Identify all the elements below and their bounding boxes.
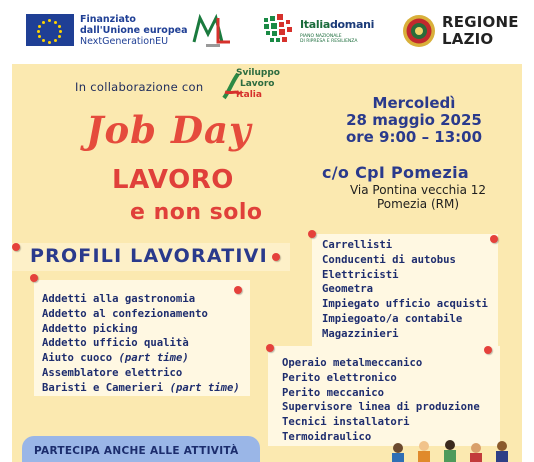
- collaboration-text: In collaborazione con: [75, 80, 204, 94]
- list-item: Addetti alla gastronomia: [42, 293, 196, 305]
- pin-icon: [308, 230, 316, 238]
- eu-line1: Finanziato: [80, 14, 136, 25]
- profili-title: PROFILI LAVORATIVI: [30, 245, 268, 267]
- list-item: Tecnici installatori: [282, 416, 410, 429]
- partner-line2: Lavoro: [240, 79, 275, 89]
- pin-icon: [266, 344, 274, 352]
- e-non-solo-title: e non solo: [130, 200, 263, 225]
- address-line1: Via Pontina vecchia 12: [349, 183, 487, 197]
- list-item: Perito elettronico: [282, 371, 397, 384]
- list-item: Supervisore linea di produzione: [282, 401, 480, 414]
- italia-word: Italia: [300, 18, 330, 31]
- list-item: Operaio metalmeccanico: [282, 357, 423, 369]
- event-date: 28 maggio 2025: [346, 111, 482, 129]
- partner-line3: Italia: [236, 90, 262, 100]
- list-item: Geometra: [322, 283, 374, 296]
- pin-icon: [490, 235, 498, 243]
- eu-funding-text: [80, 14, 187, 47]
- regione-lazio-wordmark: [442, 14, 519, 48]
- regione-line1: REGIONE: [442, 13, 519, 31]
- profiles-list-left: [42, 292, 240, 396]
- partner-line1: Sviluppo: [236, 68, 280, 78]
- italia-domani-wordmark: [300, 18, 374, 31]
- eu-line3: NextGenerationEU: [80, 36, 169, 47]
- event-date-block: [324, 95, 504, 146]
- list-item: Addetto picking: [42, 322, 138, 335]
- list-item: Assemblatore elettrico: [42, 366, 183, 379]
- list-item: Magazzinieri: [322, 327, 399, 340]
- pin-icon: [30, 274, 38, 282]
- pin-icon: [272, 253, 280, 261]
- italia-domani-sub-line2: DI RIPRESA E RESILIENZA: [300, 39, 358, 44]
- ministero-lavoro-logo-icon: [188, 12, 236, 50]
- italia-domani-subtitle: [300, 34, 357, 44]
- address-line2: Pomezia (RM): [376, 197, 460, 211]
- list-item: Conducenti di autobus: [322, 253, 456, 266]
- location-title: c/o CpI Pomezia: [322, 163, 469, 182]
- list-item: Carrellisti: [322, 239, 393, 251]
- list-item: Addetto al confezionamento: [42, 307, 208, 320]
- partecipa-text: PARTECIPA ANCHE ALLE ATTIVITÀ: [34, 445, 239, 457]
- list-item: Aiuto cuoco (part time): [42, 352, 189, 365]
- event-time: ore 9:00 – 13:00: [345, 128, 483, 146]
- lavoro-title: LAVORO: [112, 165, 234, 195]
- sviluppo-lavoro-italia-logo: [222, 68, 292, 104]
- italia-domani-logo: [262, 12, 384, 48]
- list-item: Impiegato ufficio acquisti: [322, 298, 488, 311]
- profiles-list-right-top: [322, 238, 488, 342]
- profiles-list-right-bottom: [282, 356, 480, 445]
- list-item: Baristi e Camerieri (part time): [42, 381, 240, 394]
- italia-domani-sub-line1: PIANO NAZIONALE: [300, 34, 342, 39]
- italia-domani-grid-icon: [262, 14, 296, 46]
- regione-lazio-logo: [402, 12, 522, 52]
- pin-icon: [12, 243, 20, 251]
- domani-word: domani: [329, 18, 375, 31]
- location-address: [324, 183, 512, 211]
- people-illustration-icon: [362, 436, 522, 462]
- regione-line2: LAZIO: [442, 30, 494, 48]
- event-day: Mercoledì: [372, 94, 456, 112]
- eu-line2: dall'Unione europea: [80, 25, 188, 36]
- regione-lazio-emblem-icon: [402, 14, 436, 48]
- eu-flag-icon: [26, 14, 74, 46]
- list-item: Elettricisti: [322, 268, 399, 281]
- pin-icon: [484, 346, 492, 354]
- list-item: Perito meccanico: [282, 386, 385, 399]
- logo-bar: [0, 0, 534, 62]
- list-item: Addetto ufficio qualità: [42, 337, 189, 350]
- list-item: Termoidraulico: [282, 430, 372, 443]
- list-item: Impiegoato/a contabile: [322, 312, 463, 325]
- job-day-title: Job Day: [86, 108, 252, 152]
